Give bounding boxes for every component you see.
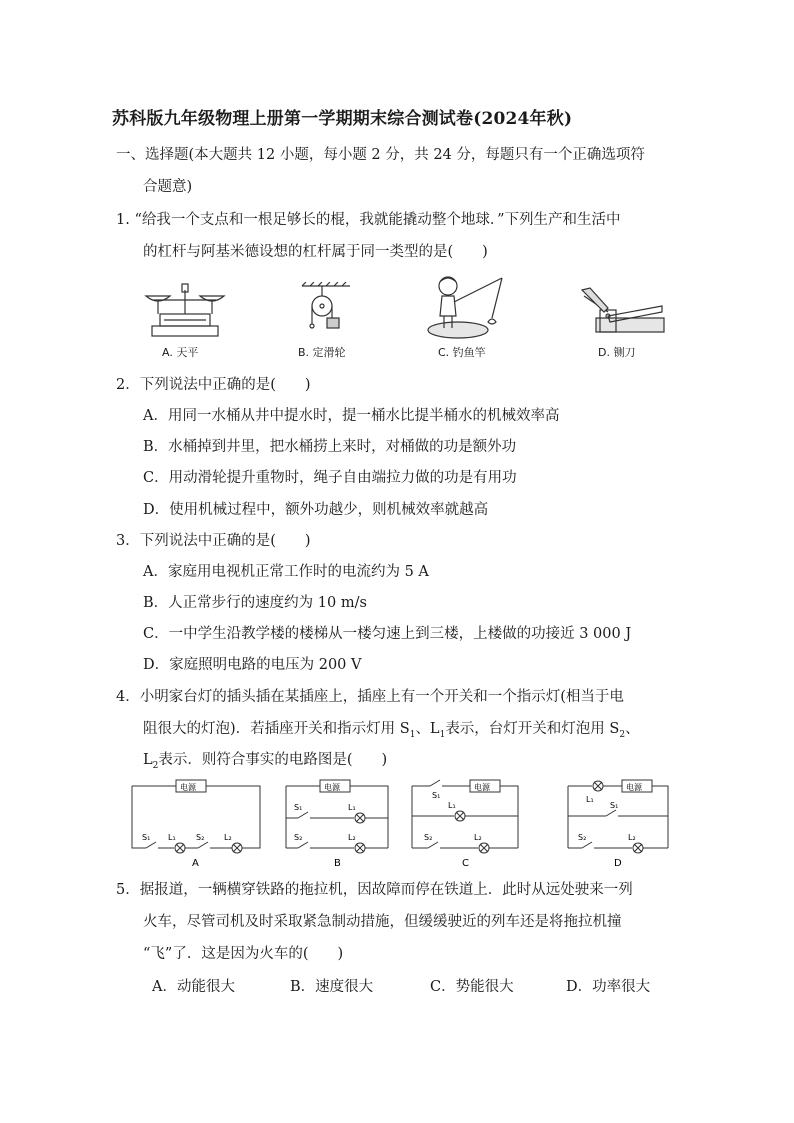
q4-stem-line3: $L_2$表示．则符合事实的电路图是( ) xyxy=(143,752,388,771)
svg-text:电源: 电源 xyxy=(626,783,642,792)
q5-option-a: A．动能很大 xyxy=(152,979,235,995)
q3-option-c: C．一中学生沿教学楼的楼梯从一楼匀速上到三楼，上楼做的功接近 3 000 J xyxy=(143,626,632,642)
svg-text:S₂: S₂ xyxy=(196,833,205,842)
fixed-pulley-figure xyxy=(298,282,354,342)
q3-option-a: A．家庭用电视机正常工作时的电流约为 5 A xyxy=(143,564,429,580)
q2-option-c: C．用动滑轮提升重物时，绳子自由端拉力做的功是有用功 xyxy=(143,470,517,486)
q3-option-b: B．人正常步行的速度约为 10 m/s xyxy=(143,595,367,611)
q2-stem: 2．下列说法中正确的是( ) xyxy=(116,377,311,393)
svg-text:D: D xyxy=(614,858,622,869)
svg-text:电源: 电源 xyxy=(474,783,490,792)
fishing-rod-figure xyxy=(422,272,512,342)
q3-stem: 3．下列说法中正确的是( ) xyxy=(116,533,311,549)
svg-text:A: A xyxy=(192,858,199,869)
q1-stem-line2: 的杠杆与阿基米德设想的杠杆属于同一类型的是( ) xyxy=(143,244,488,260)
svg-text:S₁: S₁ xyxy=(142,833,151,842)
q2-option-b: B．水桶掉到井里，把水桶捞上来时，对桶做的功是额外功 xyxy=(143,439,517,455)
q2-option-a: A．用同一水桶从井中提水时，提一桶水比提半桶水的机械效率高 xyxy=(143,408,560,424)
q1-caption-c: C. 钓鱼竿 xyxy=(438,346,486,359)
section-heading-line2: 合题意) xyxy=(143,179,193,195)
svg-text:S₁: S₁ xyxy=(432,791,441,800)
svg-text:C: C xyxy=(462,858,469,869)
q4-stem-line1: 4．小明家台灯的插头插在某插座上，插座上有一个开关和一个指示灯(相当于电 xyxy=(116,689,624,705)
svg-text:L₂: L₂ xyxy=(348,833,356,842)
q3-option-d: D．家庭照明电路的电压为 200 V xyxy=(143,657,362,673)
circuit-c xyxy=(408,776,524,870)
q1-caption-b: B. 定滑轮 xyxy=(298,346,346,359)
svg-text:S₂: S₂ xyxy=(578,833,587,842)
section-heading-line1: 一、选择题(本大题共 12 小题，每小题 2 分，共 24 分，每题只有一个正确选项符 xyxy=(116,147,645,163)
svg-text:S₁: S₁ xyxy=(294,803,303,812)
svg-text:L₂: L₂ xyxy=(628,833,636,842)
circuit-a xyxy=(128,778,264,870)
svg-text:L₁: L₁ xyxy=(448,801,456,810)
svg-text:S₂: S₂ xyxy=(294,833,303,842)
guillotine-figure xyxy=(578,282,668,342)
svg-text:L₂: L₂ xyxy=(474,833,482,842)
page-title: 苏科版九年级物理上册第一学期期末综合测试卷(2024年秋) xyxy=(112,109,573,129)
svg-text:S₂: S₂ xyxy=(424,833,433,842)
q5-option-b: B．速度很大 xyxy=(290,979,374,995)
svg-text:B: B xyxy=(334,858,341,869)
q2-option-d: D．使用机械过程中，额外功越少，则机械效率就越高 xyxy=(143,502,489,518)
balance-figure xyxy=(140,276,230,342)
svg-text:S₁: S₁ xyxy=(610,801,619,810)
circuit-b xyxy=(282,778,394,870)
svg-text:电源: 电源 xyxy=(180,783,196,792)
q5-stem-line3: “飞”了．这是因为火车的( ) xyxy=(143,946,344,962)
q5-option-c: C．势能很大 xyxy=(430,979,514,995)
q5-stem-line2: 火车，尽管司机及时采取紧急制动措施，但缓缓驶近的列车还是将拖拉机撞 xyxy=(143,914,622,930)
svg-text:L₂: L₂ xyxy=(224,833,232,842)
q1-caption-a: A. 天平 xyxy=(162,346,199,359)
q1-caption-d: D. 铡刀 xyxy=(598,346,636,359)
svg-text:L₁: L₁ xyxy=(348,803,356,812)
q4-stem-line2: 阻很大的灯泡)．若插座开关和指示灯用 $S_1$、$L_1$表示，台灯开关和灯泡用 $S_2$、 xyxy=(143,721,640,740)
q5-stem-line1: 5．据报道，一辆横穿铁路的拖拉机，因故障而停在铁道上．此时从远处驶来一列 xyxy=(116,882,633,898)
svg-text:L₁: L₁ xyxy=(586,795,594,804)
svg-text:电源: 电源 xyxy=(324,783,340,792)
q1-stem-line1: 1. “给我一个支点和一根足够长的棍，我就能撬动整个地球．”下列生产和生活中 xyxy=(116,212,621,228)
circuit-d xyxy=(562,776,674,870)
q5-option-d: D．功率很大 xyxy=(566,979,651,995)
svg-text:L₁: L₁ xyxy=(168,833,176,842)
